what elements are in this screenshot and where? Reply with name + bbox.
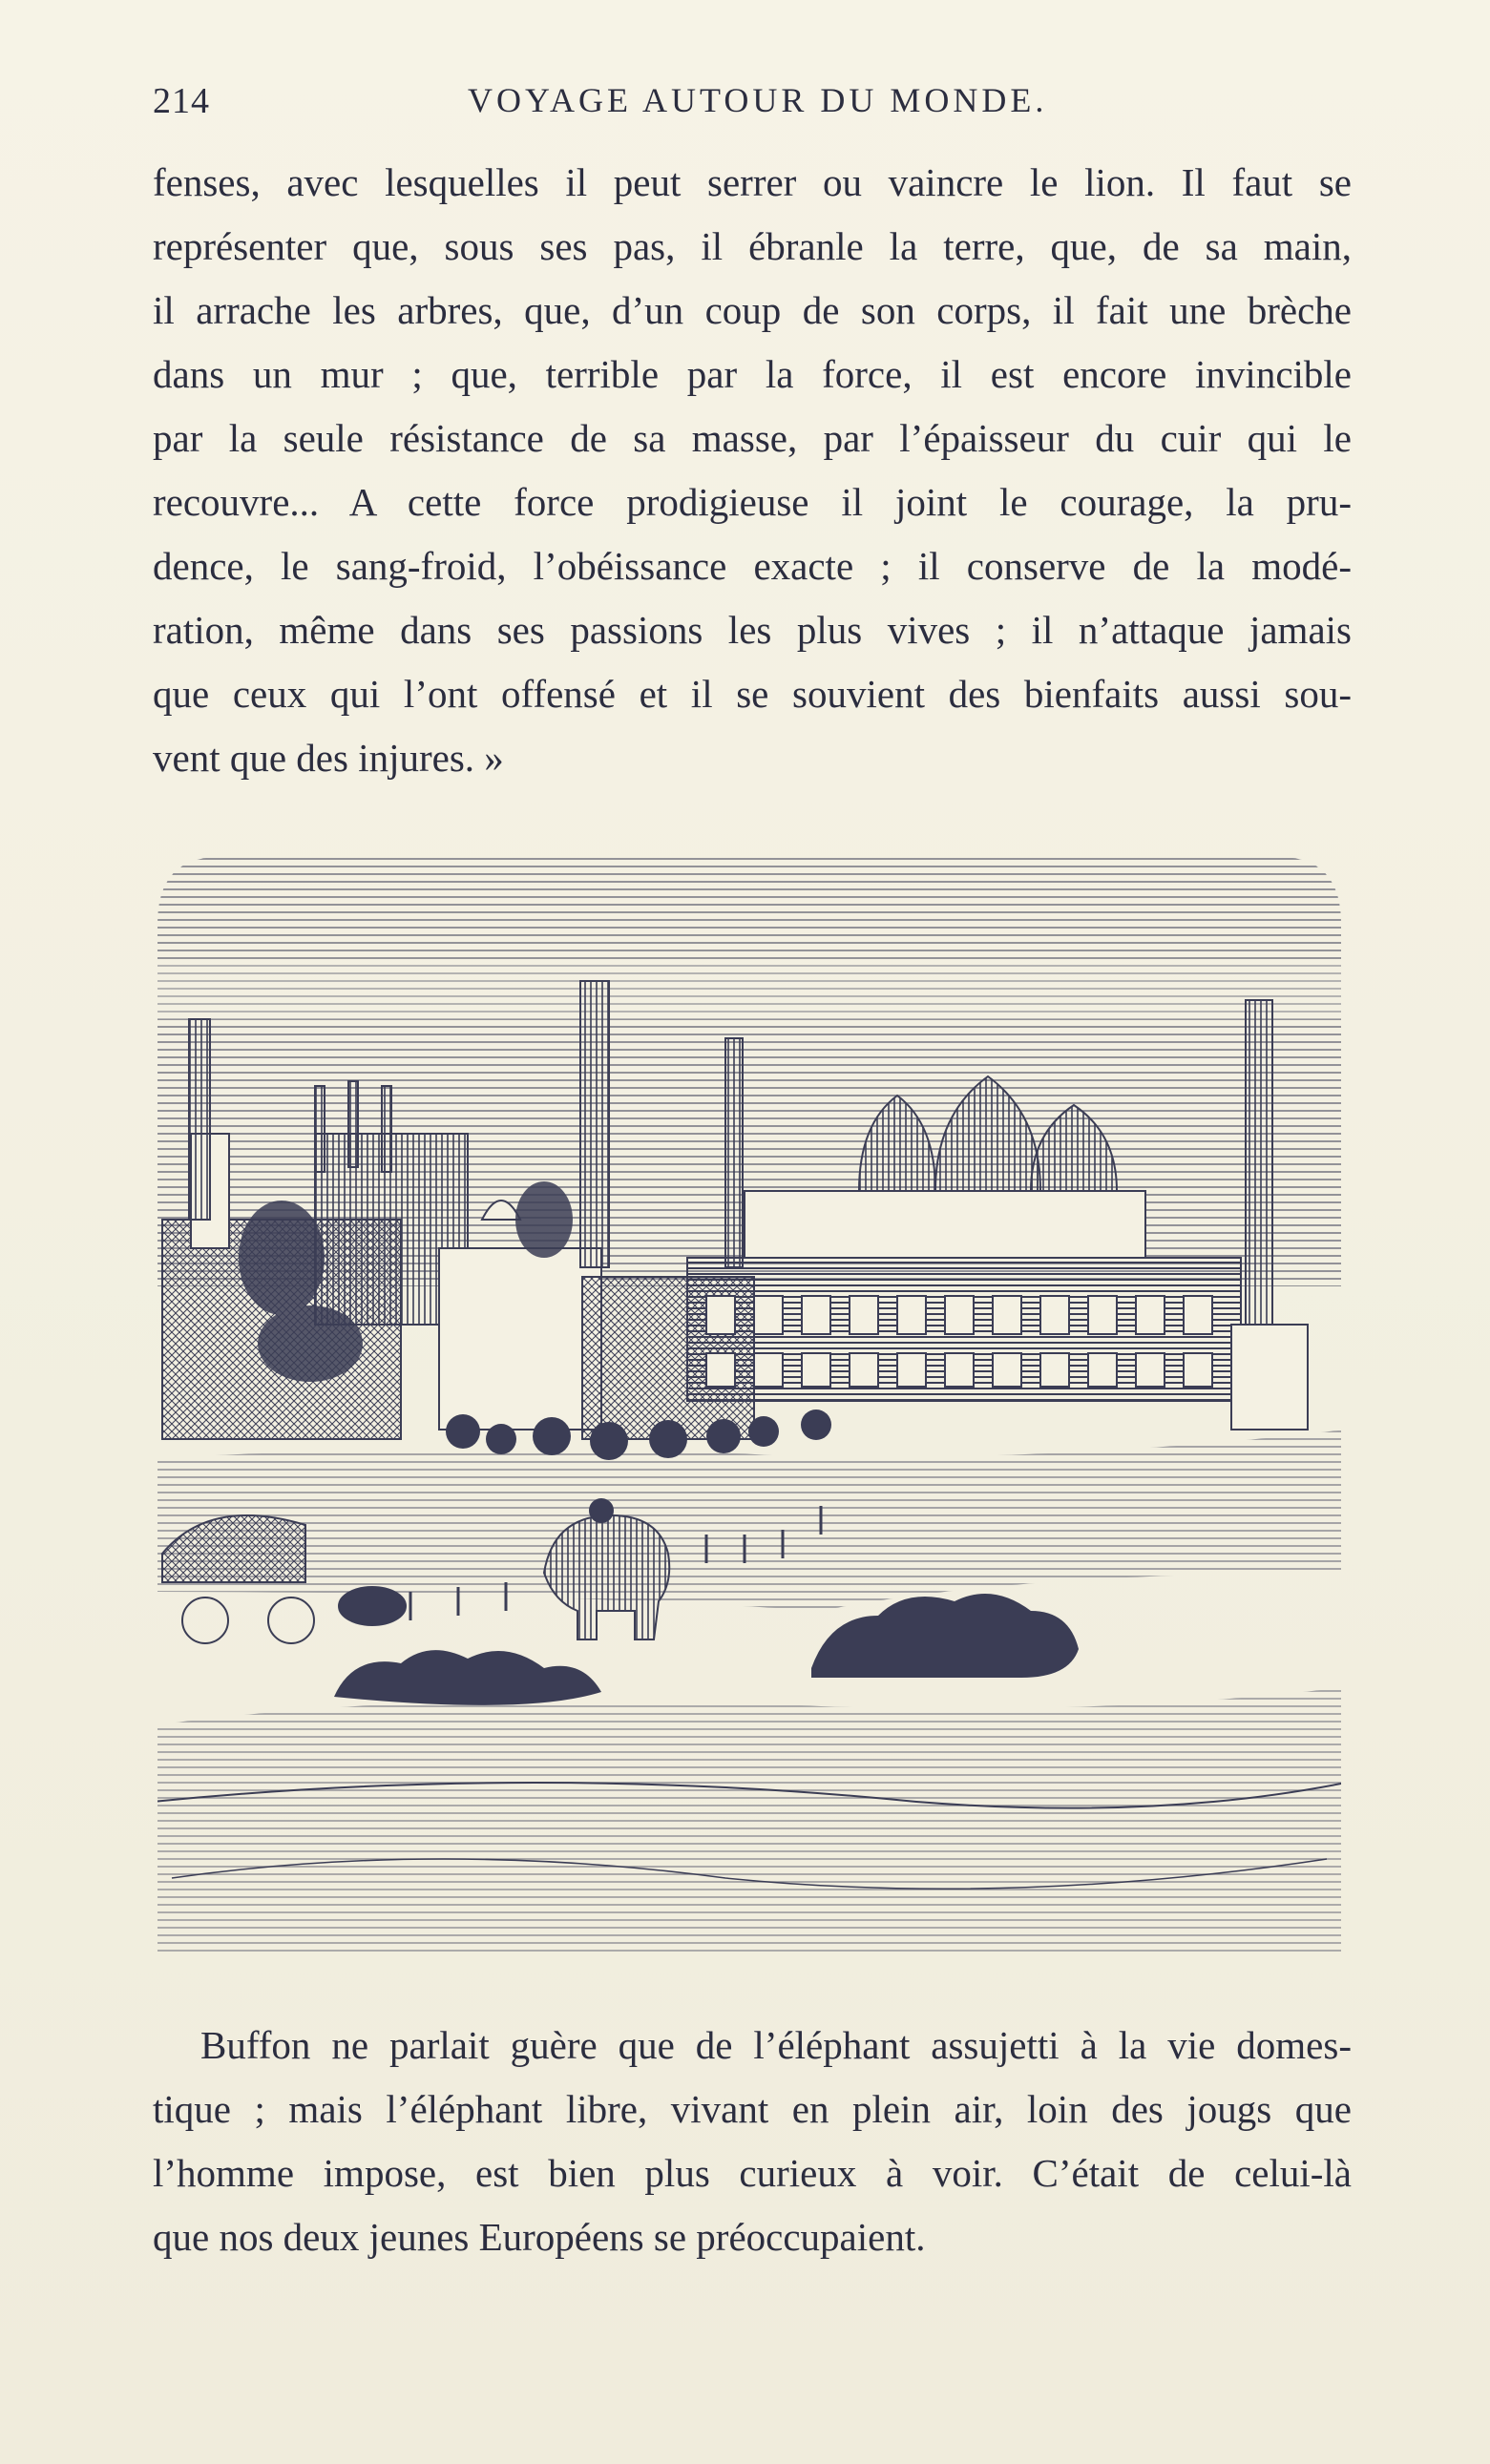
text-line: dence, le sang-froid, l’obéissance exacte ; il conserve de la modé- <box>153 544 1352 588</box>
paragraph-top <box>153 151 1352 790</box>
text-line: que nos deux jeunes Européens se préoccupaient. <box>153 2215 926 2259</box>
text-line: ration, même dans ses passions les plus vives ; il n’attaque jamais <box>153 608 1352 652</box>
running-title: VOYAGE AUTOUR DU MONDE. <box>468 81 1048 119</box>
plain <box>153 1430 1346 1611</box>
text-line: tique ; mais l’éléphant libre, vivant en plein air, loin des jougs que <box>153 2087 1352 2131</box>
palace-elephant-engraving <box>153 847 1346 1966</box>
text-line: vent que des injures. » <box>153 736 504 780</box>
engraving-illustration <box>153 847 1346 1966</box>
text-line: représenter que, sous ses pas, il ébranle la terre, que, de sa main, <box>153 224 1352 268</box>
text-line: que ceux qui l’ont offensé et il se souvient des bienfaits aussi sou- <box>153 672 1352 716</box>
text-line: il arrache les arbres, que, d’un coup de son corps, il fait une brèche <box>153 288 1352 332</box>
bushes <box>334 1594 1079 1705</box>
page-number: 214 <box>153 81 210 121</box>
text-line: l’homme impose, est bien plus curieux à voir. C’était de celui-là <box>153 2151 1352 2195</box>
text-line: recouvre... A cette force prodigieuse il joint le courage, la pru- <box>153 480 1352 524</box>
text-line: dans un mur ; que, terrible par la force, il est encore invincible <box>153 352 1352 396</box>
page-header <box>153 80 1352 137</box>
text-line: fenses, avec lesquelles il peut serrer ou vaincre le lion. Il faut se <box>153 160 1352 204</box>
text-line: par la seule résistance de sa masse, par l’épaisseur du cuir qui le <box>153 416 1352 460</box>
text-line: Buffon ne parlait guère que de l’éléphant assujetti à la vie domes- <box>200 2023 1352 2067</box>
foreground-ground <box>153 1687 1346 1966</box>
paragraph-bottom <box>153 2014 1352 2269</box>
